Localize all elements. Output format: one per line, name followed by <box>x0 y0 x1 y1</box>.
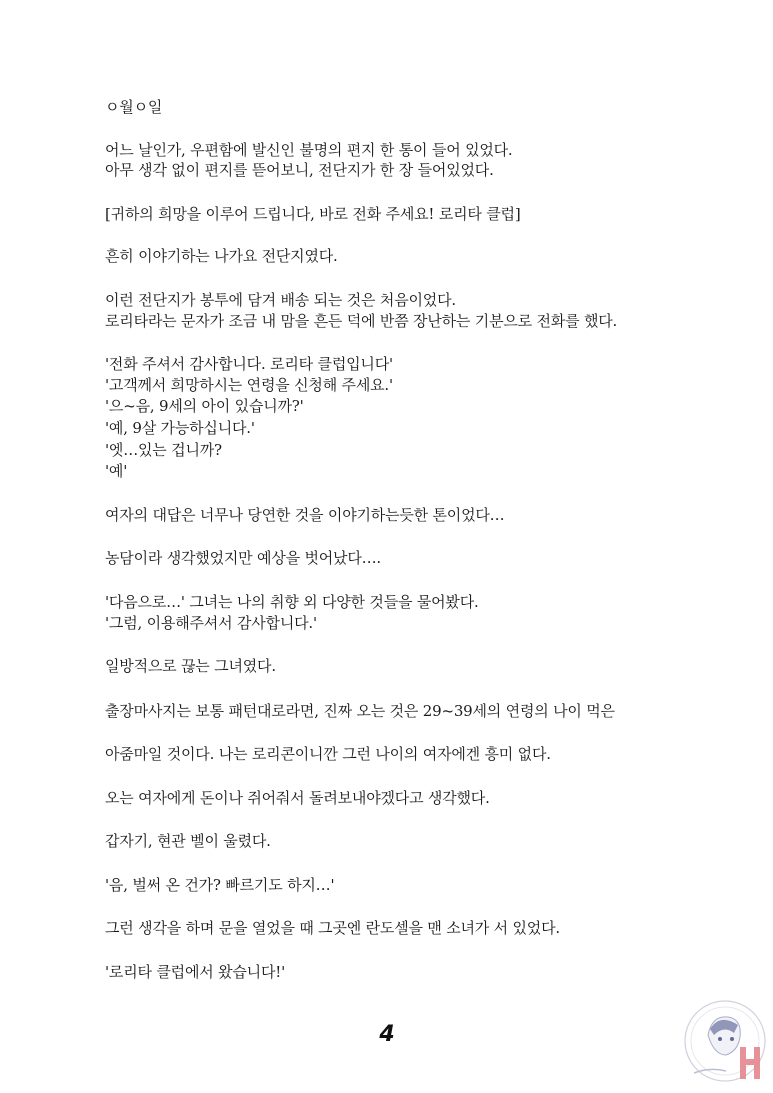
paragraph-line: 출장마사지는 보통 패턴대로라면, 진짜 오는 것은 29~39세의 연령의 나이 먹은 <box>105 702 615 720</box>
paragraph-line: 갑자기, 현관 벨이 울렸다. <box>105 832 271 850</box>
dialogue-line: '예, 9살 가능하십니다.' <box>105 419 255 437</box>
dialogue-line: '음, 벌써 온 건가? 빠르기도 하지…' <box>105 876 335 894</box>
dialogue-line: '그럼, 이용해주셔서 감사합니다.' <box>105 614 317 632</box>
paragraph-line: 어느 날인가, 우편함에 발신인 불명의 편지 한 통이 들어 있었다. <box>105 141 513 159</box>
dialogue-line: '예' <box>105 462 128 480</box>
dialogue-line: '전화 주셔서 감사합니다. 로리타 클럽입니다' <box>105 355 393 373</box>
dialogue-line: '엣…있는 겁니까? <box>105 441 222 459</box>
dialogue-line: '로리타 클럽에서 왔습니다!' <box>105 963 286 981</box>
paragraph-line: 로리타라는 문자가 조금 내 맘을 흔든 덕에 반쯤 장난하는 기분으로 전화를 했다. <box>105 312 618 330</box>
dialogue-line: '으~음, 9세의 아이 있습니까?' <box>105 397 304 415</box>
paragraph-line: 오는 여자에게 돈이나 쥐어줘서 돌려보내야겠다고 생각했다. <box>105 789 490 807</box>
paragraph-line: 그런 생각을 하며 문을 열었을 때 그곳엔 란도셀을 맨 소녀가 서 있었다. <box>105 919 560 937</box>
dialogue-line: '다음으로…' 그녀는 나의 취향 외 다양한 것들을 물어봤다. <box>105 593 479 611</box>
paragraph-line: 이런 전단지가 봉투에 담겨 배송 되는 것은 처음이었다. <box>105 291 456 309</box>
page-number: 4 <box>379 1022 395 1047</box>
paragraph-line: 흔히 이야기하는 나가요 전단지였다. <box>105 247 338 265</box>
paragraph-line: 아무 생각 없이 편지를 뜯어보니, 전단지가 한 장 들어있었다. <box>105 161 494 179</box>
paragraph-line: 아줌마일 것이다. 나는 로리콘이니깐 그런 나이의 여자에겐 흥미 없다. <box>105 745 551 763</box>
paragraph-line: 농담이라 생각했었지만 예상을 벗어났다…. <box>105 549 382 567</box>
paragraph-line: 여자의 대답은 너무나 당연한 것을 이야기하는듯한 톤이었다… <box>105 506 505 524</box>
paragraph-line: 일방적으로 끊는 그녀였다. <box>105 657 276 675</box>
watermark-logo-icon <box>680 995 770 1087</box>
paragraph-line: [귀하의 희망을 이루어 드립니다, 바로 전화 주세요! 로리타 클럽] <box>105 205 521 223</box>
dialogue-line: '고객께서 희망하시는 연령을 신청해 주세요.' <box>105 376 393 394</box>
date-heading: ㅇ월ㅇ일 <box>105 98 163 116</box>
